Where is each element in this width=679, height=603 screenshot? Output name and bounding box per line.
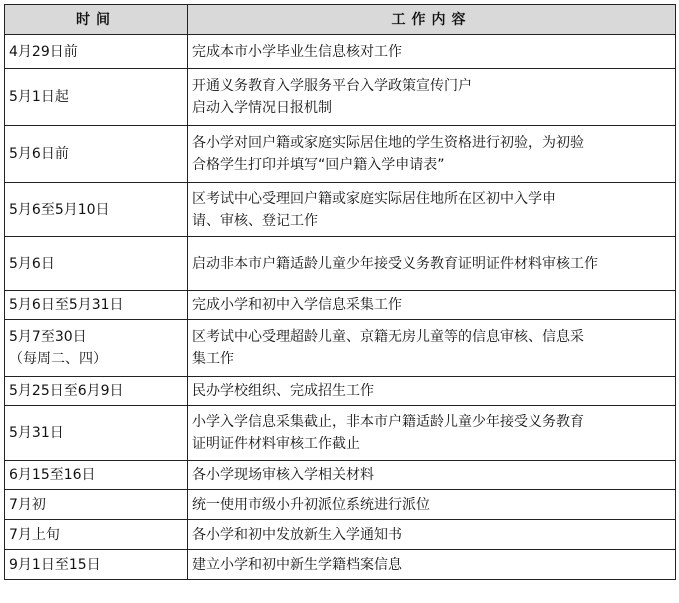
table-row (5, 237, 676, 291)
time-text: 7月上旬 (9, 526, 60, 543)
time-cell (5, 237, 188, 291)
time-text: 6月15至16日 (9, 467, 96, 483)
work-content-cell (188, 320, 676, 377)
work-content-text: 统一使用市级小升初派位系统进行派位 (192, 496, 430, 513)
time-cell (5, 183, 188, 237)
time-text: 5月31日 (9, 425, 64, 441)
work-content-cell (188, 126, 676, 183)
work-content-text: 启动非本市户籍适龄儿童少年接受义务教育证明证件材料审核工作 (192, 255, 598, 272)
time-cell (5, 69, 188, 126)
work-content-cell (188, 520, 676, 550)
work-content-cell (188, 237, 676, 291)
work-content-text: 各小学现场审核入学相关材料 (192, 467, 374, 483)
work-content-cell (188, 461, 676, 490)
work-content-text: 集工作 (192, 351, 234, 367)
time-cell (5, 35, 188, 69)
time-text: 5月6日前 (9, 146, 69, 162)
work-content-text: 合格学生打印并填写“回户籍入学申请表” (192, 157, 445, 173)
work-content-cell (188, 490, 676, 520)
table-row (5, 291, 676, 320)
table-row (5, 550, 676, 580)
table-row (5, 490, 676, 520)
header-work-content: 工作内容 (188, 5, 676, 35)
time-text: 7月初 (9, 496, 46, 513)
table-row (5, 377, 676, 406)
schedule-table (4, 4, 676, 580)
work-content-text: 民办学校组织、完成招生工作 (192, 383, 374, 399)
time-cell (5, 550, 188, 580)
work-content-text: 区考试中心受理超龄儿童、京籍无房儿童等的信息审核、信息采 (192, 329, 584, 345)
table-row (5, 35, 676, 69)
time-text: 5月7至30日 (9, 329, 87, 345)
work-content-cell (188, 377, 676, 406)
table-row (5, 183, 676, 237)
work-content-text: 完成本市小学毕业生信息核对工作 (192, 43, 402, 60)
work-content-text: 请、审核、登记工作 (192, 212, 318, 229)
time-cell (5, 291, 188, 320)
time-cell (5, 377, 188, 406)
time-text: 4月29日前 (9, 43, 78, 60)
table-header-row (5, 5, 676, 35)
work-content-text: 完成小学和初中入学信息采集工作 (192, 297, 402, 313)
work-content-text: 启动入学情况日报机制 (192, 100, 332, 116)
time-text: 5月6至5月10日 (9, 201, 110, 218)
time-text: 5月6日至5月31日 (9, 297, 124, 313)
time-text: 5月6日 (9, 255, 55, 272)
work-content-text: 建立小学和初中新生学籍档案信息 (192, 556, 402, 573)
work-content-text: 证明证件材料审核工作截止 (192, 436, 360, 452)
time-cell (5, 320, 188, 377)
work-content-text: 各小学对回户籍或家庭实际居住地的学生资格进行初验，为初验 (192, 135, 584, 151)
time-text: 9月1日至15日 (9, 556, 101, 573)
time-cell (5, 126, 188, 183)
work-content-cell (188, 69, 676, 126)
table-row (5, 520, 676, 550)
work-content-text: 小学入学信息采集截止，非本市户籍适龄儿童少年接受义务教育 (192, 414, 584, 430)
work-content-cell (188, 550, 676, 580)
time-text: 5月1日起 (9, 89, 69, 105)
table-row (5, 406, 676, 461)
time-cell (5, 461, 188, 490)
work-content-cell (188, 291, 676, 320)
time-cell (5, 490, 188, 520)
table-row (5, 461, 676, 490)
time-cell (5, 520, 188, 550)
work-content-cell (188, 183, 676, 237)
work-content-text: 各小学和初中发放新生入学通知书 (192, 526, 402, 543)
table-row (5, 320, 676, 377)
time-text: （每周二、四） (9, 351, 107, 367)
work-content-text: 开通义务教育入学服务平台入学政策宣传门户 (192, 78, 472, 94)
work-content-text: 区考试中心受理回户籍或家庭实际居住地所在区初中入学申 (192, 190, 556, 207)
work-content-cell (188, 35, 676, 69)
time-cell (5, 406, 188, 461)
header-time: 时间 (5, 5, 188, 35)
table-body (5, 35, 676, 580)
time-text: 5月25日至6月9日 (9, 383, 124, 399)
table-row (5, 69, 676, 126)
table-row (5, 126, 676, 183)
work-content-cell (188, 406, 676, 461)
